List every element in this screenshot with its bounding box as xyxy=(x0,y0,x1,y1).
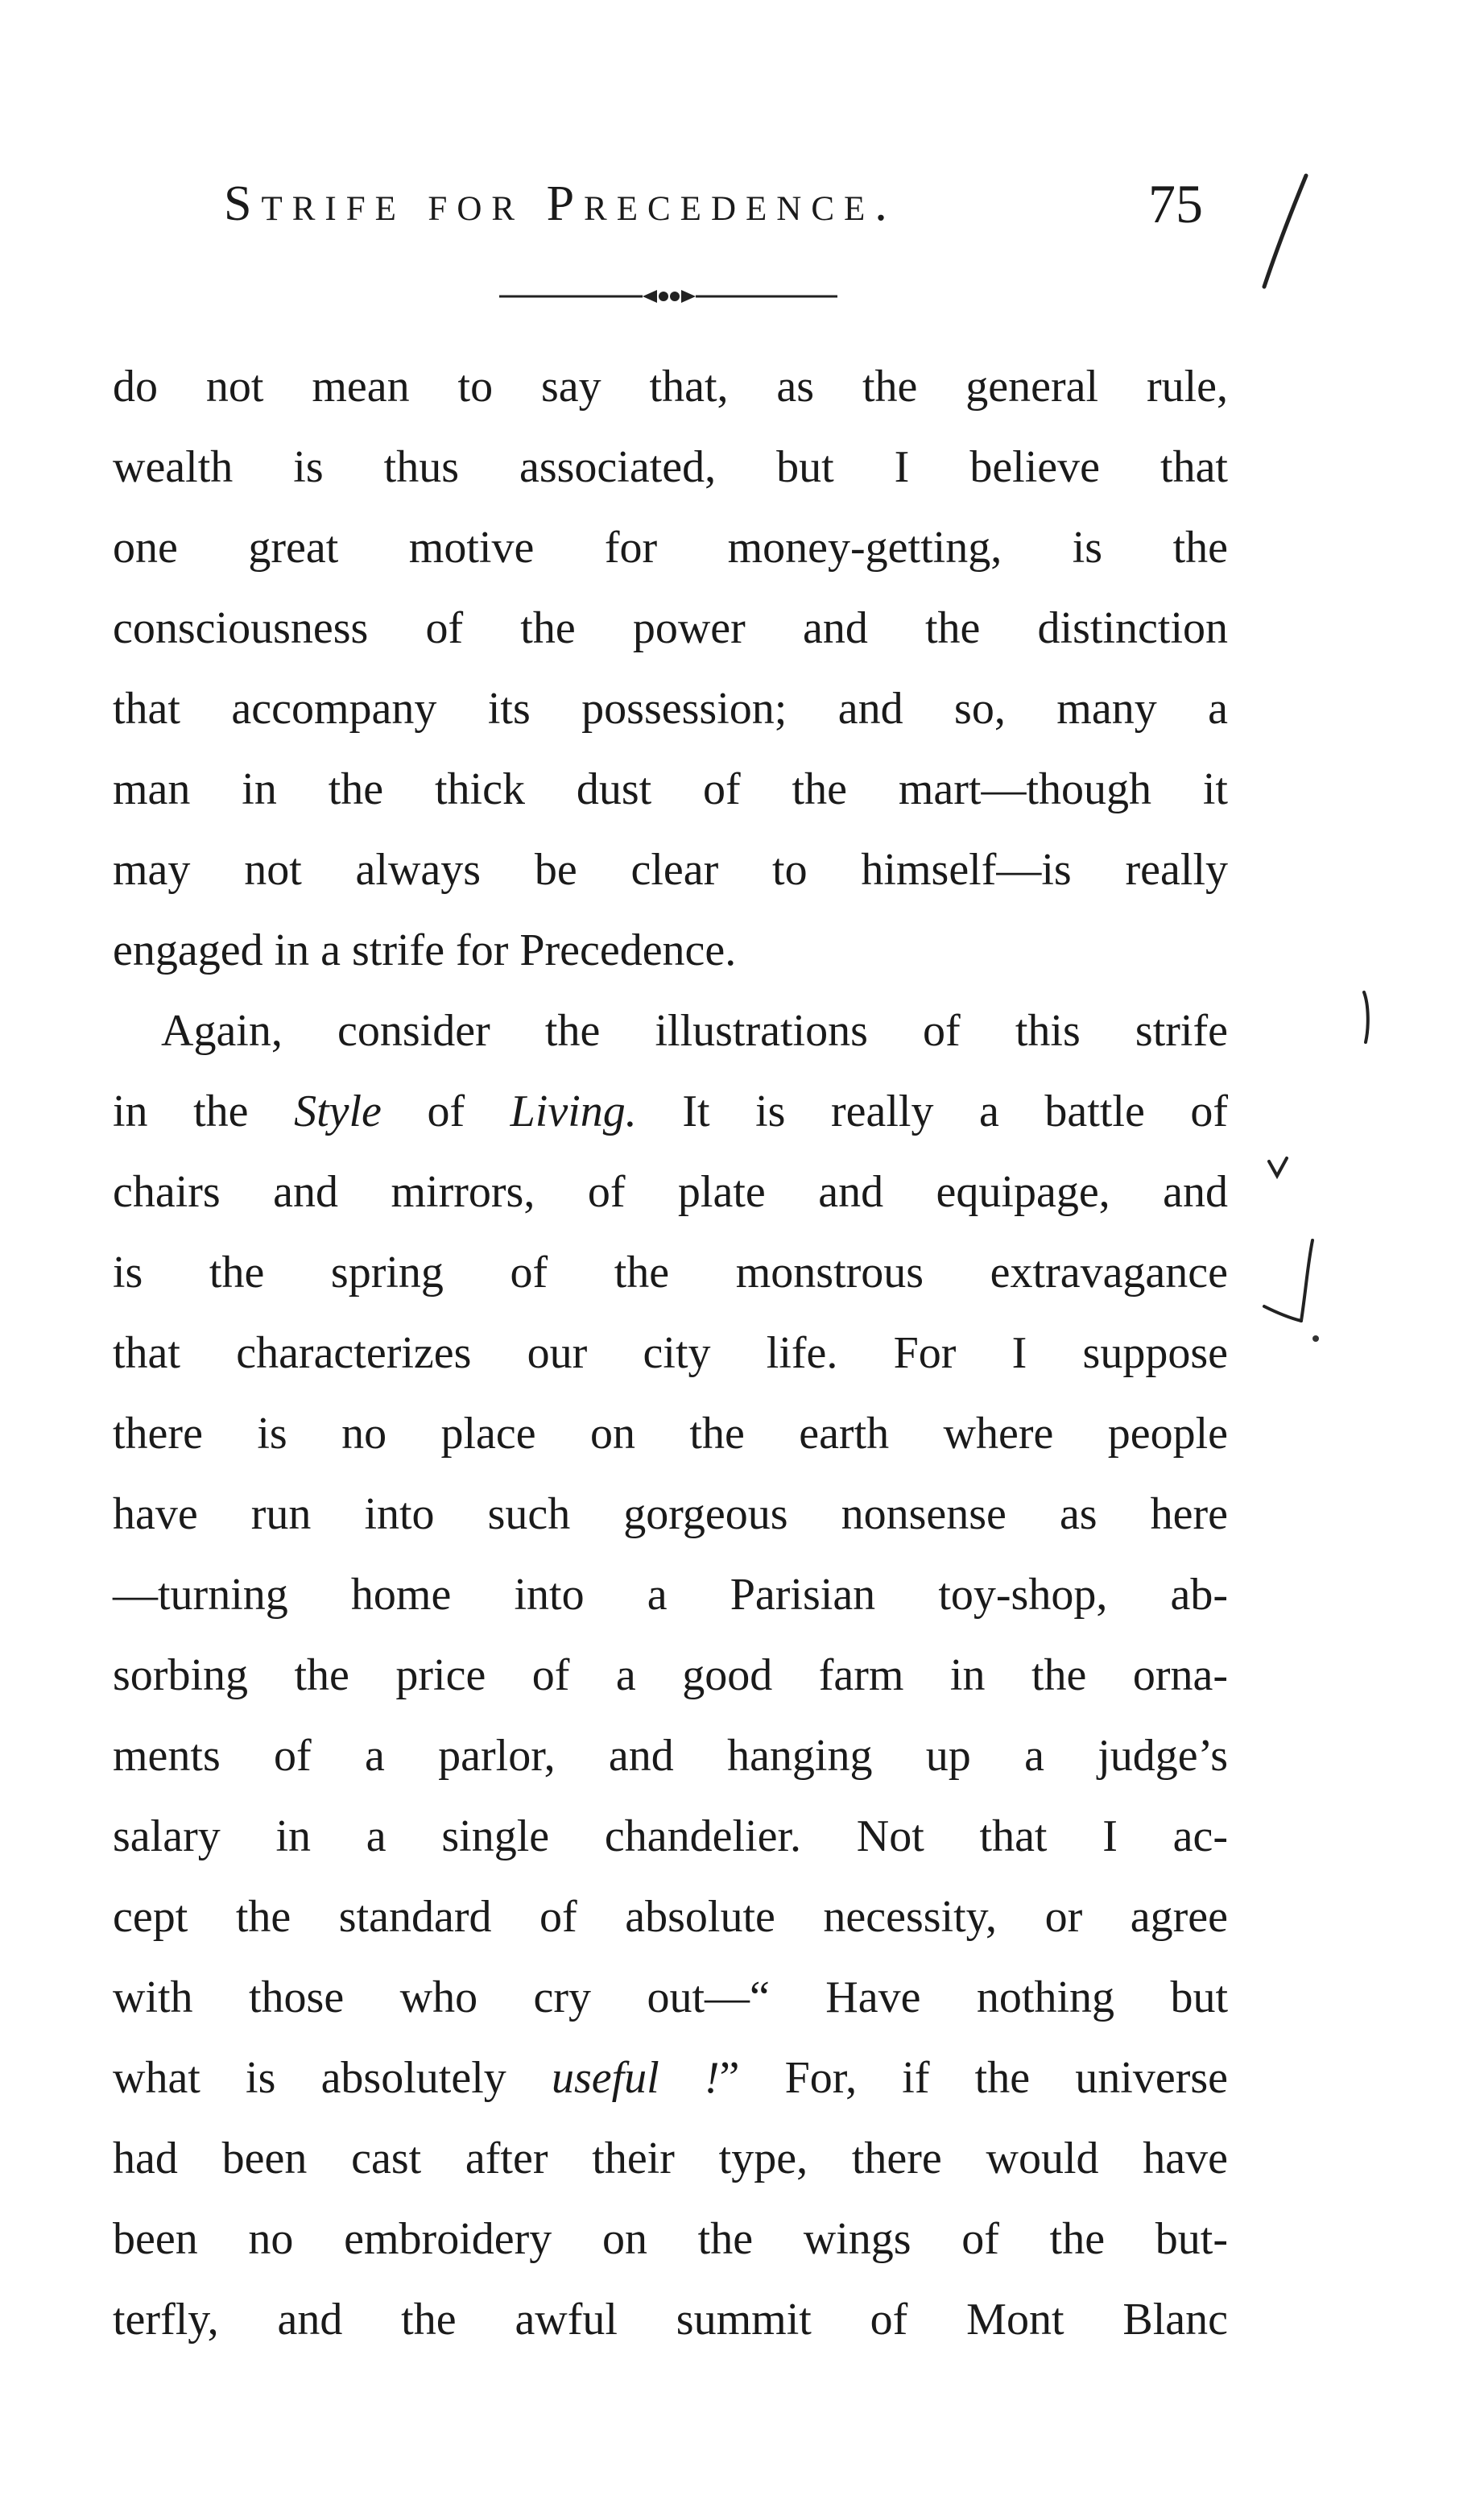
text-line: that characterizes our city life. For I suppose xyxy=(113,1328,1228,1378)
running-head-title: Strife for Precedence. xyxy=(224,176,897,231)
text-line: —turning home into a Parisian toy-shop, ab- xyxy=(113,1570,1228,1620)
text-line: had been cast after their type, there would have xyxy=(113,2134,1228,2183)
text-line: consciousness of the power and the distinction xyxy=(113,603,1228,653)
italic-phrase: Style xyxy=(294,1086,382,1136)
text-line: been no embroidery on the wings of the but- xyxy=(113,2214,1228,2264)
text-line: Again, consider the illustrations of this strife xyxy=(161,1006,1228,1056)
text-line: man in the thick dust of the mart—though it xyxy=(113,764,1228,814)
text-line: sorbing the price of a good farm in the orna- xyxy=(113,1650,1228,1700)
text-line: may not always be clear to himself—is really xyxy=(113,845,1228,895)
text-line: ments of a parlor, and hanging up a judge’s xyxy=(113,1731,1228,1781)
pencil-bracket-mark xyxy=(1359,989,1375,1045)
text-line: chairs and mirrors, of plate and equipage, and xyxy=(113,1167,1228,1217)
italic-phrase: useful ! xyxy=(551,2053,720,2103)
text-line: salary in a single chandelier. Not that I ac- xyxy=(113,1811,1228,1861)
ornament-rule xyxy=(499,280,837,312)
text-line: with those who cry out—“ Have nothing but xyxy=(113,1972,1228,2022)
pencil-tick-mark xyxy=(1256,1216,1321,1345)
body-text xyxy=(113,346,1228,2360)
pencil-dot-mark xyxy=(1311,1334,1321,1343)
text-line: there is no place on the earth where people xyxy=(113,1409,1228,1459)
italic-phrase: Living. xyxy=(510,1086,637,1136)
text-line: engaged in a strife for Precedence. xyxy=(113,925,737,975)
text-line xyxy=(113,1071,1228,1152)
text-line xyxy=(113,2038,1228,2118)
text-fragment: what is absolutely xyxy=(113,2053,552,2103)
page-number: 75 xyxy=(1148,173,1203,234)
text-fragment: ” For, if the universe xyxy=(719,2053,1228,2103)
text-line: wealth is thus associated, but I believe that xyxy=(113,442,1228,492)
text-line: terfly, and the awful summit of Mont Blanc xyxy=(113,2295,1228,2345)
text-fragment: of xyxy=(381,1086,511,1136)
text-line: one great motive for money-getting, is the xyxy=(113,523,1228,573)
running-head xyxy=(224,168,1271,240)
pencil-slash-mark xyxy=(1256,171,1312,292)
pencil-check-mark xyxy=(1266,1153,1290,1182)
text-fragment: It is really a battle of xyxy=(636,1086,1228,1136)
text-fragment: in the xyxy=(113,1086,295,1136)
text-line: do not mean to say that, as the general rule, xyxy=(113,362,1228,412)
text-line: have run into such gorgeous nonsense as here xyxy=(113,1489,1228,1539)
text-line: is the spring of the monstrous extravagance xyxy=(113,1248,1228,1298)
text-line: cept the standard of absolute necessity, or agree xyxy=(113,1892,1228,1942)
text-line: that accompany its possession; and so, many a xyxy=(113,684,1228,734)
